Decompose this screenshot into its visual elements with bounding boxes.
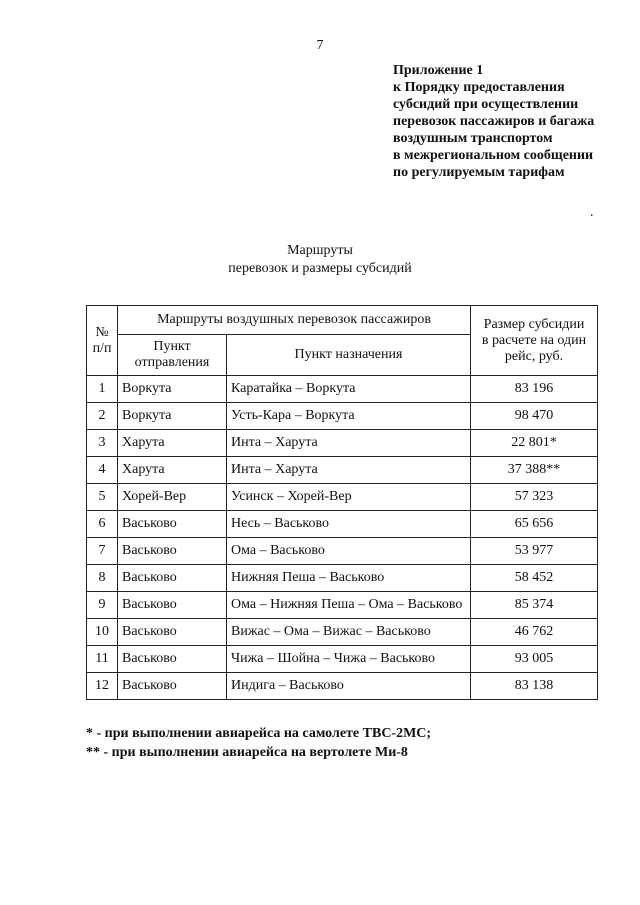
cell-amount: 65 656 bbox=[471, 511, 598, 538]
cell-departure: Воркута bbox=[118, 376, 227, 403]
cell-number: 5 bbox=[87, 484, 118, 511]
title-line: перевозок и размеры субсидий bbox=[228, 261, 412, 276]
cell-departure: Васьково bbox=[118, 565, 227, 592]
cell-departure: Васьково bbox=[118, 538, 227, 565]
cell-amount: 58 452 bbox=[471, 565, 598, 592]
cell-departure: Воркута bbox=[118, 403, 227, 430]
page-number: 7 bbox=[316, 38, 324, 53]
cell-amount: 83 138 bbox=[471, 673, 598, 700]
routes-table bbox=[86, 305, 598, 700]
header-departure bbox=[118, 335, 227, 376]
appendix-block bbox=[393, 62, 633, 181]
appendix-line: воздушным транспортом bbox=[393, 131, 553, 146]
cell-number: 4 bbox=[87, 457, 118, 484]
cell-destination: Инта – Харута bbox=[227, 457, 471, 484]
footnote: ** - при выполнении авиарейса на вертолете Ми-8 bbox=[86, 745, 408, 760]
cell-destination: Несь – Васьково bbox=[227, 511, 471, 538]
appendix-line: по регулируемым тарифам bbox=[393, 165, 565, 180]
footnotes bbox=[86, 724, 431, 762]
cell-number: 6 bbox=[87, 511, 118, 538]
cell-amount: 93 005 bbox=[471, 646, 598, 673]
cell-departure: Хорей-Вер bbox=[118, 484, 227, 511]
appendix-line: перевозок пассажиров и багажа bbox=[393, 114, 595, 129]
cell-destination: Усть-Кара – Воркута bbox=[227, 403, 471, 430]
cell-departure: Харута bbox=[118, 430, 227, 457]
table-row bbox=[87, 511, 598, 538]
header-routes-group: Маршруты воздушных перевозок пассажиров bbox=[118, 306, 471, 335]
cell-amount: 22 801* bbox=[471, 430, 598, 457]
header-text: Пункт bbox=[153, 339, 191, 354]
table-row bbox=[87, 403, 598, 430]
header-destination: Пункт назначения bbox=[227, 335, 471, 376]
cell-departure: Васьково bbox=[118, 646, 227, 673]
cell-destination: Усинск – Хорей-Вер bbox=[227, 484, 471, 511]
cell-departure: Васьково bbox=[118, 673, 227, 700]
table-row bbox=[87, 565, 598, 592]
cell-number: 1 bbox=[87, 376, 118, 403]
cell-number: 2 bbox=[87, 403, 118, 430]
table-header-row bbox=[87, 306, 598, 335]
cell-departure: Харута bbox=[118, 457, 227, 484]
table-row bbox=[87, 538, 598, 565]
cell-number: 8 bbox=[87, 565, 118, 592]
footnote: * - при выполнении авиарейса на самолете ТВС-2МС; bbox=[86, 726, 432, 741]
appendix-line: к Порядку предоставления bbox=[393, 80, 565, 95]
table-row bbox=[87, 376, 598, 403]
table-row bbox=[87, 592, 598, 619]
header-number bbox=[87, 306, 118, 376]
cell-amount: 37 388** bbox=[471, 457, 598, 484]
table-row bbox=[87, 673, 598, 700]
header-text: Размер субсидии bbox=[483, 316, 585, 332]
appendix-line: Приложение 1 bbox=[393, 63, 484, 78]
table-row bbox=[87, 457, 598, 484]
cell-departure: Васьково bbox=[118, 592, 227, 619]
document-title bbox=[0, 242, 640, 278]
cell-amount: 53 977 bbox=[471, 538, 598, 565]
header-subsidy bbox=[471, 306, 598, 376]
cell-destination: Ома – Нижняя Пеша – Ома – Васьково bbox=[227, 592, 471, 619]
cell-destination: Чижа – Шойна – Чижа – Васьково bbox=[227, 646, 471, 673]
header-text: № bbox=[95, 324, 109, 340]
cell-number: 11 bbox=[87, 646, 118, 673]
appendix-line: субсидий при осуществлении bbox=[393, 97, 579, 112]
cell-destination: Индига – Васьково bbox=[227, 673, 471, 700]
header-text: отправления bbox=[134, 355, 210, 370]
header-text: рейс, руб. bbox=[504, 348, 564, 364]
appendix-line: в межрегиональном сообщении bbox=[393, 148, 594, 163]
cell-departure: Васьково bbox=[118, 511, 227, 538]
header-text: в расчете на один bbox=[481, 332, 587, 348]
cell-amount: 83 196 bbox=[471, 376, 598, 403]
cell-amount: 57 323 bbox=[471, 484, 598, 511]
cell-departure: Васьково bbox=[118, 619, 227, 646]
cell-destination: Вижас – Ома – Вижас – Васьково bbox=[227, 619, 471, 646]
cell-amount: 85 374 bbox=[471, 592, 598, 619]
table-row bbox=[87, 646, 598, 673]
cell-destination: Нижняя Пеша – Васьково bbox=[227, 565, 471, 592]
table-row bbox=[87, 619, 598, 646]
cell-number: 10 bbox=[87, 619, 118, 646]
cell-number: 3 bbox=[87, 430, 118, 457]
cell-number: 7 bbox=[87, 538, 118, 565]
cell-destination: Каратайка – Воркута bbox=[227, 376, 471, 403]
table-row bbox=[87, 484, 598, 511]
stray-mark: . bbox=[590, 205, 594, 220]
title-line: Маршруты bbox=[287, 243, 353, 258]
table-row bbox=[87, 430, 598, 457]
cell-destination: Ома – Васьково bbox=[227, 538, 471, 565]
cell-amount: 98 470 bbox=[471, 403, 598, 430]
cell-number: 9 bbox=[87, 592, 118, 619]
cell-destination: Инта – Харута bbox=[227, 430, 471, 457]
cell-number: 12 bbox=[87, 673, 118, 700]
cell-amount: 46 762 bbox=[471, 619, 598, 646]
header-text: п/п bbox=[92, 340, 112, 356]
